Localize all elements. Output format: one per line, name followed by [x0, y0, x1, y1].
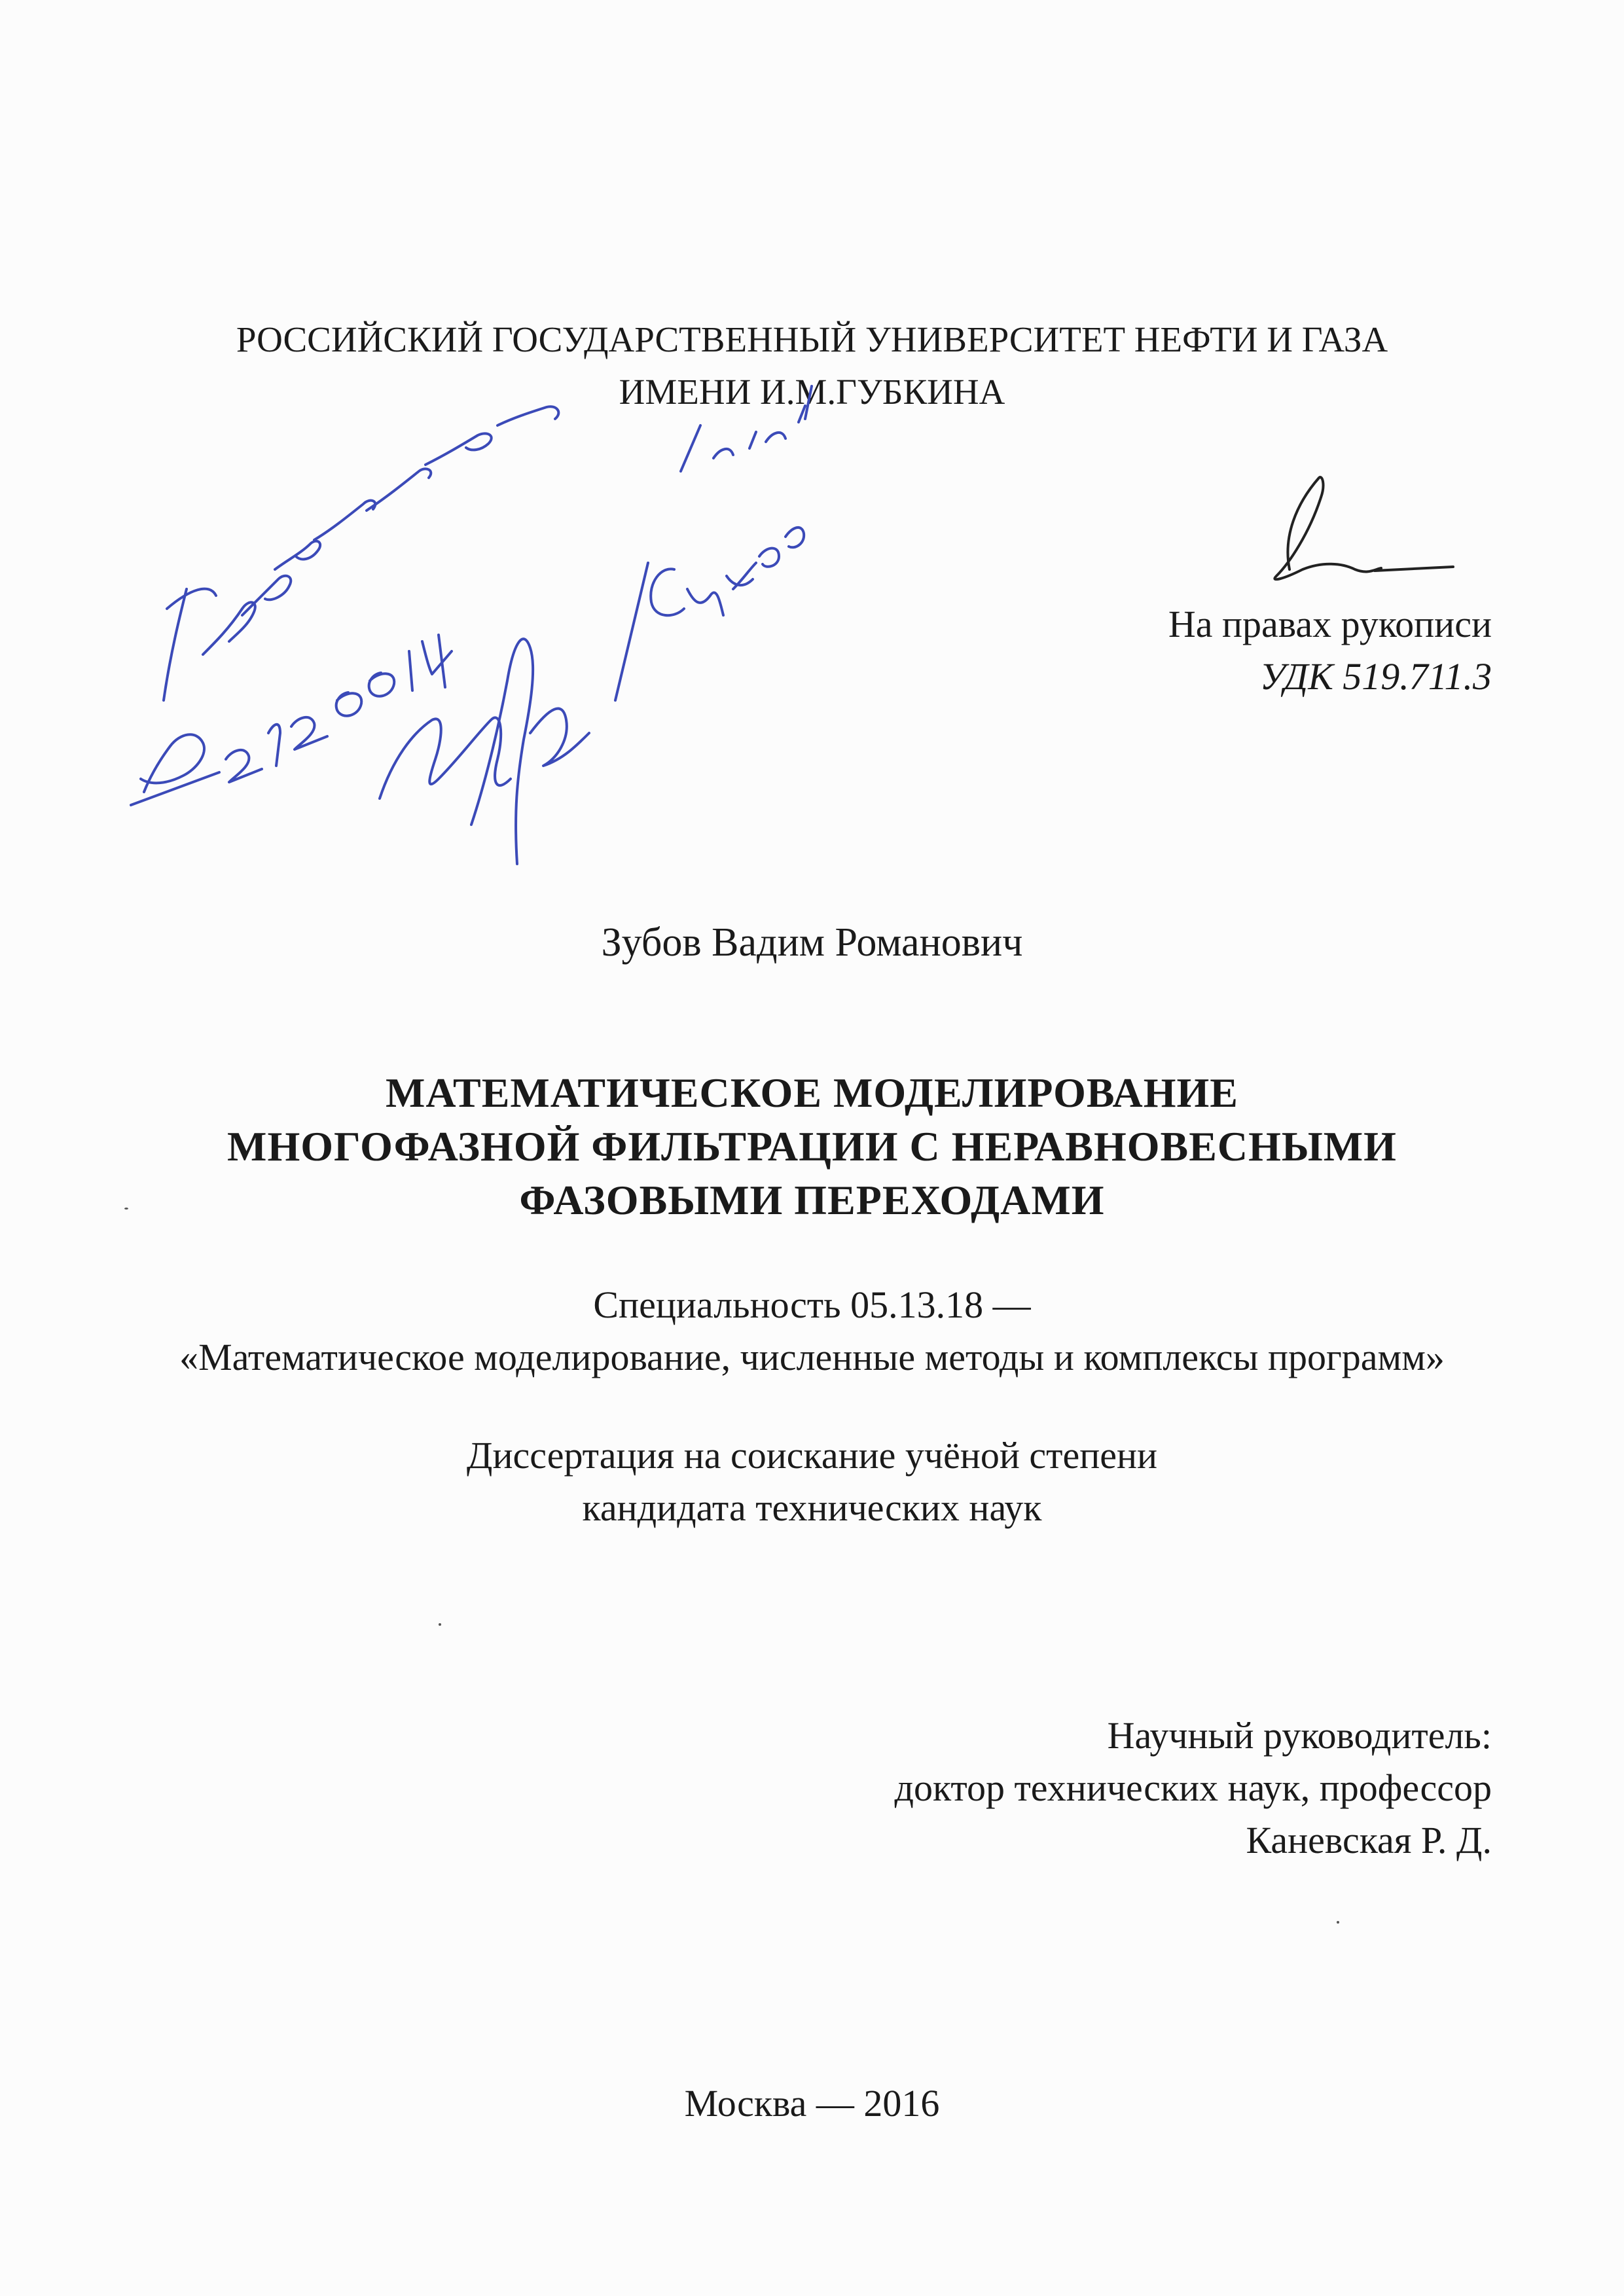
specialty-code: Специальность 05.13.18 —: [593, 1283, 1031, 1326]
university-name-line1: РОССИЙСКИЙ ГОСУДАРСТВЕННЫЙ УНИВЕРСИТЕТ НЕФТИ И ГАЗА: [236, 319, 1388, 359]
supervisor-signature: [1211, 471, 1473, 602]
degree-line2: кандидата технических наук: [582, 1486, 1042, 1529]
scan-speck: [439, 1623, 441, 1626]
manuscript-rights: На правах рукописи: [1168, 603, 1492, 645]
supervisor-name: Каневская Р. Д.: [1246, 1819, 1492, 1861]
supervisor-credentials: доктор технических наук, профессор: [894, 1767, 1492, 1809]
dissertation-title-line1: МАТЕМАТИЧЕСКОЕ МОДЕЛИРОВАНИЕ: [386, 1069, 1238, 1116]
city-year: Москва — 2016: [684, 2082, 940, 2125]
author-name: Зубов Вадим Романович: [601, 920, 1023, 965]
dissertation-title-line2: МНОГОФАЗНОЙ ФИЛЬТРАЦИИ С НЕРАВНОВЕСНЫМИ: [227, 1123, 1397, 1170]
udc-code: УДК 519.711.3: [1259, 655, 1492, 698]
scan-speck: [1337, 1921, 1339, 1924]
specialty-name: «Математическое моделирование, численные методы и комплексы программ»: [179, 1336, 1445, 1378]
supervisor-label: Научный руководитель:: [1107, 1714, 1492, 1757]
scan-speck: [124, 1208, 128, 1210]
university-name-line2: ИМЕНИ И.М.ГУБКИНА: [619, 372, 1005, 412]
handwritten-resolution-signature: [105, 393, 825, 864]
dissertation-title-line3: ФАЗОВЫМИ ПЕРЕХОДАМИ: [519, 1177, 1105, 1223]
degree-line1: Диссертация на соискание учёной степени: [466, 1434, 1158, 1477]
